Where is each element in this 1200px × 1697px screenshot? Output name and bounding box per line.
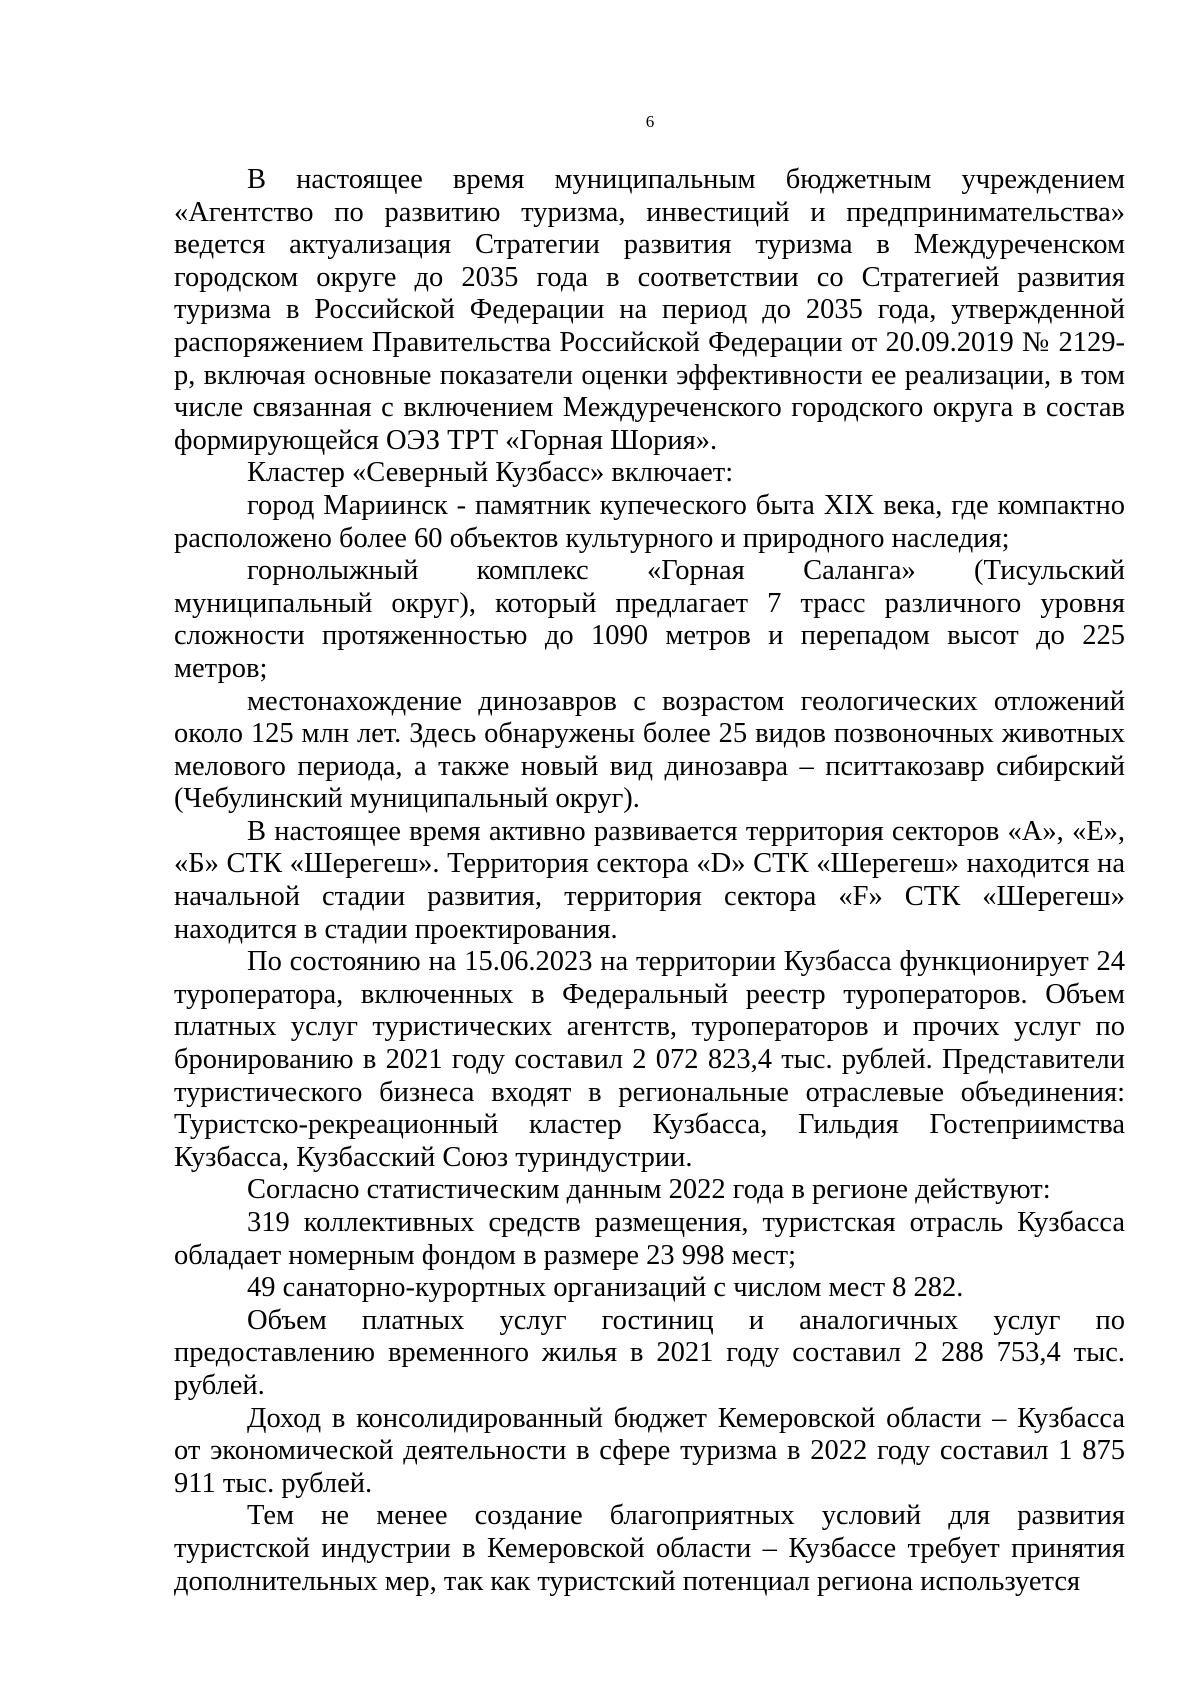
paragraph-sanatoriums: 49 санаторно-курортных организаций с числом мест 8 282. <box>247 1272 964 1304</box>
page-number: 6 <box>645 112 655 131</box>
paragraph-cluster-intro: Кластер «Северный Кузбасс» включает: <box>247 457 734 489</box>
paragraph-tour-operators: По состоянию на 15.06.2023 на территории Кузбасса функционирует 24 туроператора, включенных в Федеральный реестр туроператоров. Объем платных услуг туристических агентств, туроператоров и прочих услуг по бронированию в 2021 году составил 2 072 823,4 тыс. рублей. Представители туристического бизнеса входят в региональные отраслевые объединения: Туристско-рекреационный кластер Кузбасса, Гильдия Гостеприимства Кузбасса, Кузбасский Союз туриндустрии. <box>174 946 1125 1173</box>
paragraph-hotel-services: Объем платных услуг гостиниц и аналогичных услуг по предоставлению временного жилья в 2021 году составил 2 288 753,4 тыс. рублей. <box>174 1304 1125 1401</box>
document-body <box>174 164 1125 1598</box>
paragraph-mariinsk: город Мариинск - памятник купеческого быта XIX века, где компактно расположено более 60 объектов культурного и природного наследия; <box>174 489 1125 554</box>
paragraph-sheregesh-sectors: В настоящее время активно развивается территория секторов «А», «Е», «Б» СТК «Шерегеш». Территория сектора «D» СТК «Шерегеш» находится на начальной стадии развития, территория сектора «F» СТК «Шерегеш» находится в стадии проектирования. <box>174 815 1125 945</box>
paragraph-ski-complex: горнолыжный комплекс «Горная Саланга» (Тисульский муниципальный округ), который предлагает 7 трасс различного уровня сложности протяженностью до 1090 метров и перепадом высот до 225 метров; <box>174 555 1125 684</box>
paragraph-budget-income: Доход в консолидированный бюджет Кемеровской области – Кузбасса от экономической деятельности в сфере туризма в 2022 году составил 1 875 911 тыс. рублей. <box>174 1402 1125 1499</box>
paragraph-statistics-intro: Согласно статистическим данным 2022 года в регионе действуют: <box>247 1174 1051 1206</box>
paragraph-accommodation: 319 коллективных средств размещения, туристская отрасль Кузбасса обладает номерным фондом в размере 23 998 мест; <box>174 1207 1125 1271</box>
paragraph-strategy-update: В настоящее время муниципальным бюджетным учреждением «Агентство по развитию туризма, инвестиций и предпринимательства» ведется актуализация Стратегии развития туризма в Междуреченском городском округе до 2035 года в соответствии со Стратегией развития туризма в Российской Федерации на период до 2035 года, утвержденной распоряжением Правительства Российской Федерации от 20.09.2019 № 2129-р, включая основные показатели оценки эффективности ее реализации, в том числе связанная с включением Междуреченского городского округа в состав формирующейся ОЭЗ ТРТ «Горная Шория». <box>174 164 1125 456</box>
paragraph-dinosaur-site: местонахождение динозавров с возрастом геологических отложений около 125 млн лет. Здесь обнаружены более 25 видов позвоночных животных мелового периода, а также новый вид динозавра – пситтакозавр сибирский (Чебулинский муниципальный округ). <box>174 685 1125 815</box>
paragraph-additional-measures: Тем не менее создание благоприятных условий для развития туристской индустрии в Кемеровской области – Кузбассе требует принятия дополнительных мер, так как туристский потенциал региона используется <box>174 1500 1125 1597</box>
